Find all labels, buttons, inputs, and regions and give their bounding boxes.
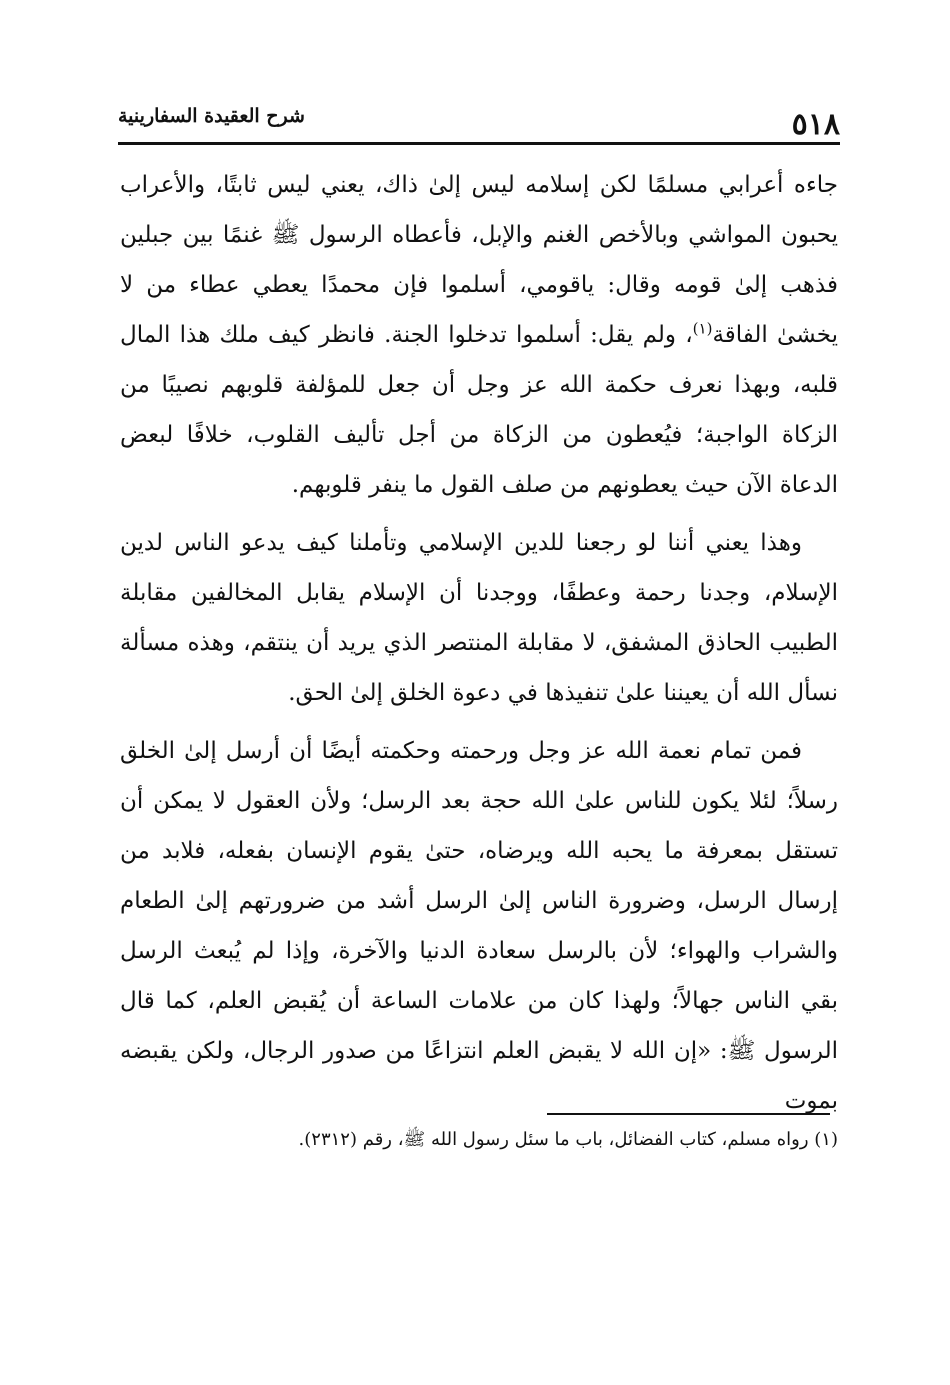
header-rule — [118, 142, 840, 145]
footnote-rule — [547, 1113, 830, 1115]
body-text — [120, 160, 838, 1126]
paragraph — [120, 160, 838, 510]
running-title: شرح العقيدة السفارينية — [118, 105, 305, 127]
footnote: (١) رواه مسلم، كتاب الفضائل، باب ما سئل رسول الله ﷺ، رقم (٢٣١٢). — [298, 1129, 838, 1150]
footnote-reference[interactable]: (١) — [692, 319, 713, 338]
page-number: ٥١٨ — [791, 107, 840, 142]
paragraph-text: جاءه أعرابي مسلمًا لكن إسلامه ليس إلىٰ ذاك، يعني ليس ثابتًا، والأعراب يحبون المواشي وبالأخص الغنم والإبل، فأعطاه الرسول ﷺ غنمًا بين جبلين فذهب إلىٰ قومه وقال: ياقومي، أسلموا فإن محمدًا يعطي عطاء من لا يخشىٰ الفاقة — [120, 172, 838, 348]
paragraph: فمن تمام نعمة الله عز وجل ورحمته وحكمته أيضًا أن أرسل إلىٰ الخلق رسلاً؛ لئلا يكون للناس علىٰ الله حجة بعد الرسل؛ ولأن العقول لا يمكن أن تستقل بمعرفة ما يحبه الله ويرضاه، حتىٰ يقوم الإنسان بفعله، فلابد من إرسال الرسل، وضرورة الناس إلىٰ الرسل أشد من ضرورتهم إلىٰ الطعام والشراب والهواء؛ لأن بالرسل سعادة الدنيا والآخرة، وإذا لم يُبعث الرسل بقي الناس جهالاً؛ ولهذا كان من علامات الساعة أن يُقبض العلم، كما قال الرسول ﷺ: «إن الله لا يقبض العلم انتزاعًا من صدور الرجال، ولكن يقبضه بموت — [120, 738, 838, 1114]
page-header — [118, 100, 840, 140]
paragraph-text: ، ولم يقل: أسلموا تدخلوا الجنة. فانظر كيف ملك هذا المال قلبه، وبهذا نعرف حكمة الله عز وجل أن جعل للمؤلفة قلوبهم نصيبًا من الزكاة الواجبة؛ فيُعطون من الزكاة من أجل تأليف القلوب، خلافًا لبعض الدعاة الآن حيث يعطونهم من صلف القول ما ينفر قلوبهم. — [120, 322, 838, 498]
paragraph: وهذا يعني أننا لو رجعنا للدين الإسلامي وتأملنا كيف يدعو الناس لدين الإسلام، وجدنا رحمة وعطفًا، ووجدنا أن الإسلام يقابل المخالفين مقابلة الطبيب الحاذق المشفق، لا مقابلة المنتصر الذي يريد أن ينتقم، وهذه مسألة نسأل الله أن يعيننا علىٰ تنفيذها في دعوة الخلق إلىٰ الحق. — [120, 530, 838, 706]
